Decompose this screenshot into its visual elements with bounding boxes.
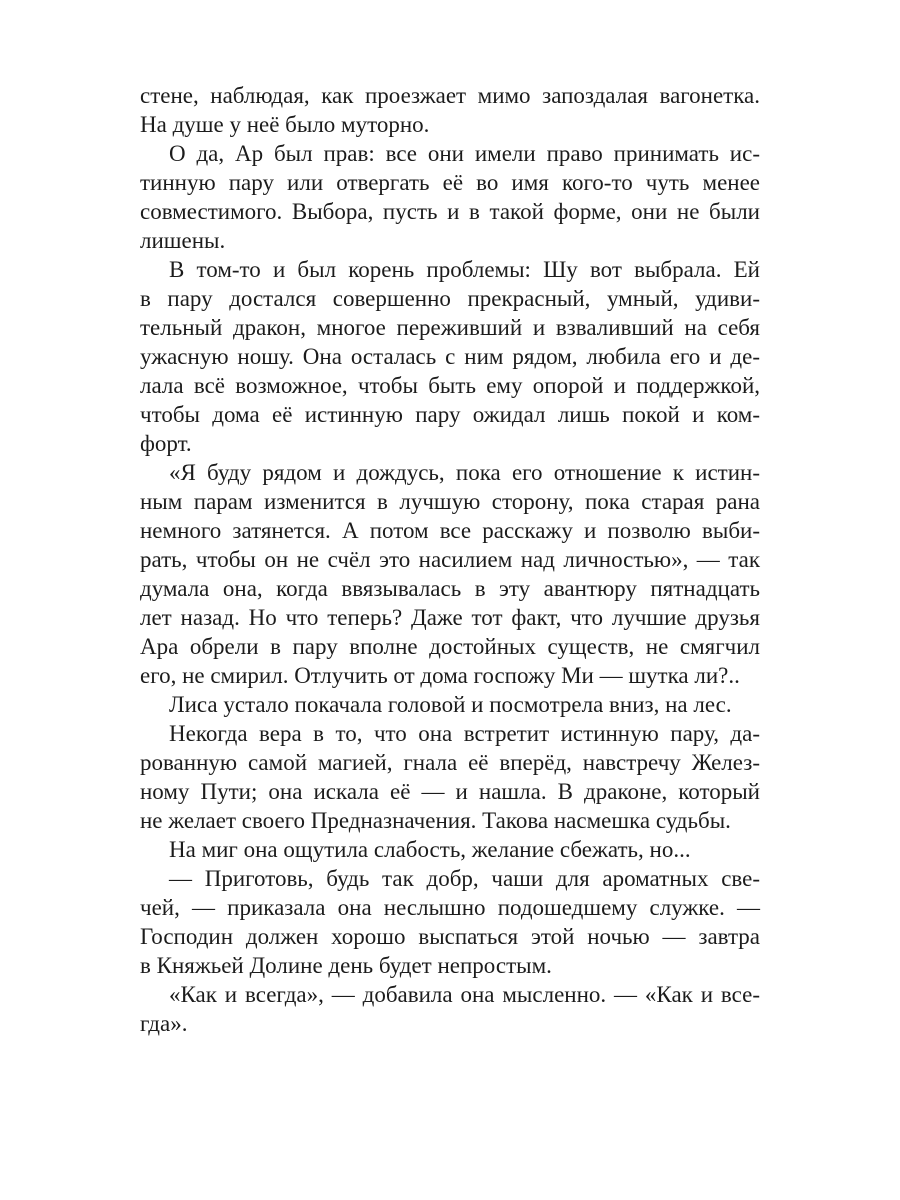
text-line: думала она, когда ввязывалась в эту авантюру пятнадцать xyxy=(140,576,760,601)
body-text xyxy=(140,81,760,1038)
text-line: тельный дракон, многое переживший и взваливший на себя xyxy=(140,315,760,340)
text-line: стене, наблюдая, как проезжает мимо запоздалая вагонетка. xyxy=(140,83,760,108)
text-line: рать, чтобы он не счёл это насилием над личностью», — так xyxy=(140,547,760,572)
text-line: в пару достался совершенно прекрасный, умный, удиви- xyxy=(140,286,760,311)
text-line: рованную самой магией, гнала её вперёд, навстречу Желез- xyxy=(140,750,760,775)
text-line: На душе у неё было муторно. xyxy=(140,112,430,137)
text-line: тинную пару или отвергать её во имя кого-то чуть менее xyxy=(140,170,760,195)
text-line: ужасную ношу. Она осталась с ним рядом, любила его и де- xyxy=(140,344,760,369)
text-line: «Я буду рядом и дождусь, пока его отношение к истин- xyxy=(169,460,760,485)
text-line: Господин должен хорошо выспаться этой ночью — завтра xyxy=(140,924,760,949)
text-line: «Как и всегда», — добавила она мысленно. — «Как и все- xyxy=(169,982,760,1007)
text-line: О да, Ар был прав: все они имели право принимать ис- xyxy=(169,141,760,166)
text-line: его, не смирил. Отлучить от дома госпожу Ми — шутка ли?.. xyxy=(140,663,740,688)
text-line: На миг она ощутила слабость, желание сбежать, но... xyxy=(169,837,691,862)
text-line: в Княжьей Долине день будет непростым. xyxy=(140,953,552,978)
text-line: Ара обрели в пару вполне достойных существ, не смягчил xyxy=(140,634,760,659)
text-line: лет назад. Но что теперь? Даже тот факт, что лучшие друзья xyxy=(140,605,760,630)
text-line: Некогда вера в то, что она встретит истинную пару, да- xyxy=(169,721,760,746)
text-line: лишены. xyxy=(140,228,226,253)
text-line: совместимого. Выбора, пусть и в такой форме, они не были xyxy=(140,199,760,224)
text-line: не желает своего Предназначения. Такова насмешка судьбы. xyxy=(140,808,731,833)
text-line: ному Пути; она искала её — и нашла. В драконе, который xyxy=(140,779,760,804)
text-line: чтобы дома её истинную пару ожидал лишь покой и ком- xyxy=(140,402,760,427)
text-line: Лиса устало покачала головой и посмотрела вниз, на лес. xyxy=(169,692,732,717)
text-line: — Приготовь, будь так добр, чаши для ароматных све- xyxy=(169,866,760,891)
text-line: форт. xyxy=(140,431,192,456)
text-line: чей, — приказала она неслышно подошедшему служке. — xyxy=(140,895,760,920)
text-line: ным парам изменится в лучшую сторону, пока старая рана xyxy=(140,489,760,514)
text-line: немного затянется. А потом все расскажу и позволю выби- xyxy=(140,518,760,543)
text-line: гда». xyxy=(140,1011,188,1036)
text-line: лала всё возможное, чтобы быть ему опорой и поддержкой, xyxy=(140,373,760,398)
text-line: В том-то и был корень проблемы: Шу вот выбрала. Ей xyxy=(169,257,760,282)
